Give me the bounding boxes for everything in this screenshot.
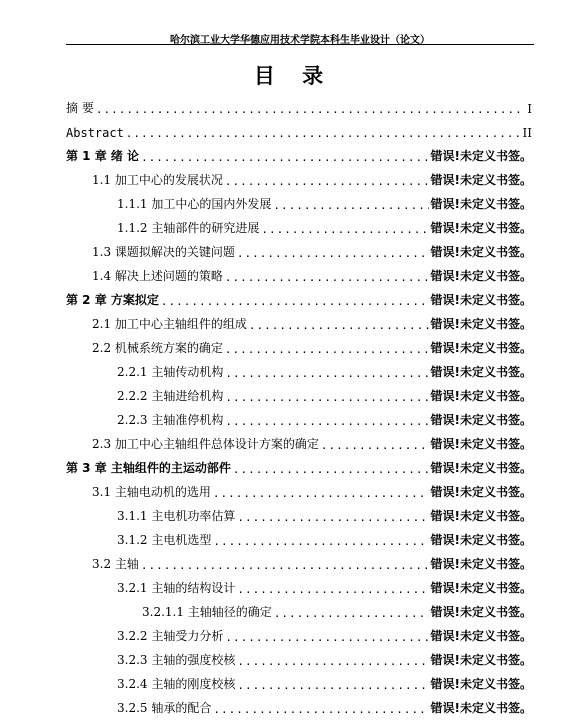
dot-leader <box>213 535 428 548</box>
toc-entry-label: 1.1.1 加工中心的国内外发展 <box>117 197 272 211</box>
toc-entry-page: 错误!未定义书签。 <box>430 317 532 331</box>
toc-entry-2-3[interactable] <box>92 430 532 452</box>
toc-entry-label: 2.2.2 主轴进给机构 <box>117 389 224 403</box>
dot-leader <box>249 319 429 332</box>
toc-entry-page: 错误!未定义书签。 <box>430 269 532 283</box>
toc-entry-label: 3.2.3 主轴的强度校核 <box>117 653 236 667</box>
toc-entry-3-2-1-1[interactable] <box>142 598 532 620</box>
toc-entry-page: 错误!未定义书签。 <box>430 581 532 595</box>
toc-entry-label: 1.4 解决上述问题的策略 <box>92 269 223 283</box>
toc-entry-3-2-1[interactable] <box>117 574 532 596</box>
toc-entry-label: 3.1.2 主电机选型 <box>117 533 212 547</box>
toc-entry-label: 3.1.1 主电机功率估算 <box>117 509 236 523</box>
toc-entry-label: 1.3 课题拟解决的关键问题 <box>92 245 235 259</box>
toc-entry-page: 错误!未定义书签。 <box>430 677 532 691</box>
toc-entry-label: 3.2.5 轴承的配合 <box>117 701 212 715</box>
page-header: 哈尔滨工业大学华德应用技术学院本科生毕业设计（论文） <box>170 35 430 46</box>
dot-leader <box>161 295 429 308</box>
toc-entry-label: 摘 要 <box>66 101 94 115</box>
toc-entry-page: 错误!未定义书签。 <box>430 557 532 571</box>
toc-entry-page: II <box>522 126 532 140</box>
dot-leader <box>225 367 428 380</box>
toc-entry-label: 2.2 机械系统方案的确定 <box>92 341 223 355</box>
toc-entry-label: 1.1 加工中心的发展状况 <box>92 173 223 187</box>
toc-entry-page: 错误!未定义书签。 <box>430 245 532 259</box>
toc-entry-page: 错误!未定义书签。 <box>430 173 532 187</box>
toc-entry-page: 错误!未定义书签。 <box>430 509 532 523</box>
dot-leader <box>261 223 428 236</box>
toc-entry-3-2-3[interactable] <box>117 646 532 668</box>
dot-leader <box>274 607 429 620</box>
toc-entry-page: 错误!未定义书签。 <box>430 389 532 403</box>
dot-leader <box>225 631 428 644</box>
toc-entry-1-4[interactable] <box>92 262 532 284</box>
toc-title: 目 录 <box>253 64 334 88</box>
toc-entry-page: 错误!未定义书签。 <box>430 293 532 307</box>
toc-entry-label: Abstract <box>66 126 124 140</box>
toc-entry-3-1-2[interactable] <box>117 526 532 548</box>
toc-entry-page: 错误!未定义书签。 <box>430 341 532 355</box>
toc-entry-2-1[interactable] <box>92 310 532 332</box>
toc-entry-1-1[interactable] <box>92 166 532 188</box>
toc-entry-label: 2.1 加工中心主轴组件的组成 <box>92 317 247 331</box>
dot-leader <box>141 559 429 572</box>
dot-leader <box>213 487 429 500</box>
dot-leader <box>237 655 428 668</box>
toc-entry-3-2[interactable] <box>92 550 532 572</box>
toc-entry-page: 错误!未定义书签。 <box>430 437 532 451</box>
dot-leader <box>225 415 428 428</box>
toc-entry-label: 第 1 章 绪 论 <box>66 149 140 163</box>
toc-entry-page: 错误!未定义书签。 <box>430 461 532 475</box>
toc-entry-page: 错误!未定义书签。 <box>430 629 532 643</box>
toc-entry-label: 3.2.1 主轴的结构设计 <box>117 581 236 595</box>
toc-entry-label: 3.2.1.1 主轴轴径的确定 <box>142 605 272 619</box>
dot-leader <box>225 271 429 284</box>
dot-leader <box>233 463 429 476</box>
toc-entry-page: 错误!未定义书签。 <box>430 605 532 619</box>
dot-leader <box>126 127 521 140</box>
toc-entry-page: I <box>527 102 532 116</box>
toc-entry-label: 3.2 主轴 <box>92 557 139 571</box>
toc-entry-2-2-2[interactable] <box>117 382 532 404</box>
toc-entry-page: 错误!未定义书签。 <box>430 653 532 667</box>
toc-entry-label: 3.1 主轴电动机的选用 <box>92 485 211 499</box>
toc-entry-label: 3.2.4 主轴的刚度校核 <box>117 677 236 691</box>
toc-entry-page: 错误!未定义书签。 <box>430 149 532 163</box>
toc-entry-chapter-2[interactable] <box>66 286 532 308</box>
dot-leader <box>141 151 428 164</box>
toc-entry-1-1-1[interactable] <box>117 190 532 212</box>
toc-entry-abstract-en[interactable] <box>66 118 532 140</box>
toc-entry-page: 错误!未定义书签。 <box>430 533 532 547</box>
toc-entry-abstract-cn[interactable] <box>66 94 532 116</box>
toc-entry-page: 错误!未定义书签。 <box>430 485 532 499</box>
dot-leader <box>237 679 428 692</box>
toc-entry-page: 错误!未定义书签。 <box>430 413 532 427</box>
dot-leader <box>225 391 428 404</box>
dot-leader <box>237 511 428 524</box>
toc-entry-3-2-4[interactable] <box>117 670 532 692</box>
dot-leader <box>213 703 428 716</box>
toc-entry-label: 第 3 章 主轴组件的主运动部件 <box>66 461 231 475</box>
toc-entry-3-1-1[interactable] <box>117 502 532 524</box>
dot-leader <box>273 199 428 212</box>
toc-entry-label: 第 2 章 方案拟定 <box>66 293 159 307</box>
toc-entry-label: 1.1.2 主轴部件的研究进展 <box>117 221 260 235</box>
dot-leader <box>237 583 428 596</box>
toc-entry-page: 错误!未定义书签。 <box>430 197 532 211</box>
toc-entry-chapter-1[interactable] <box>66 142 532 164</box>
toc-entry-page: 错误!未定义书签。 <box>430 221 532 235</box>
toc-entry-3-2-5[interactable] <box>117 694 532 716</box>
toc-entry-1-3[interactable] <box>92 238 532 260</box>
toc-entry-page: 错误!未定义书签。 <box>430 365 532 379</box>
header-rule <box>66 44 534 45</box>
toc-entry-1-1-2[interactable] <box>117 214 532 236</box>
dot-leader <box>225 343 429 356</box>
toc-entry-page: 错误!未定义书签。 <box>430 701 532 715</box>
toc-entry-3-2-2[interactable] <box>117 622 532 644</box>
toc-entry-2-2[interactable] <box>92 334 532 356</box>
toc-entry-label: 2.3 加工中心主轴组件总体设计方案的确定 <box>92 437 319 451</box>
toc-entry-label: 2.2.3 主轴准停机构 <box>117 413 224 427</box>
dot-leader <box>96 103 525 116</box>
toc-entry-chapter-3[interactable] <box>66 454 532 476</box>
dot-leader <box>321 439 429 452</box>
toc-entry-label: 3.2.2 主轴受力分析 <box>117 629 224 643</box>
toc-entry-3-1[interactable] <box>92 478 532 500</box>
dot-leader <box>237 247 429 260</box>
toc-entry-label: 2.2.1 主轴传动机构 <box>117 365 224 379</box>
toc-entry-2-2-1[interactable] <box>117 358 532 380</box>
toc-entry-2-2-3[interactable] <box>117 406 532 428</box>
dot-leader <box>225 175 429 188</box>
